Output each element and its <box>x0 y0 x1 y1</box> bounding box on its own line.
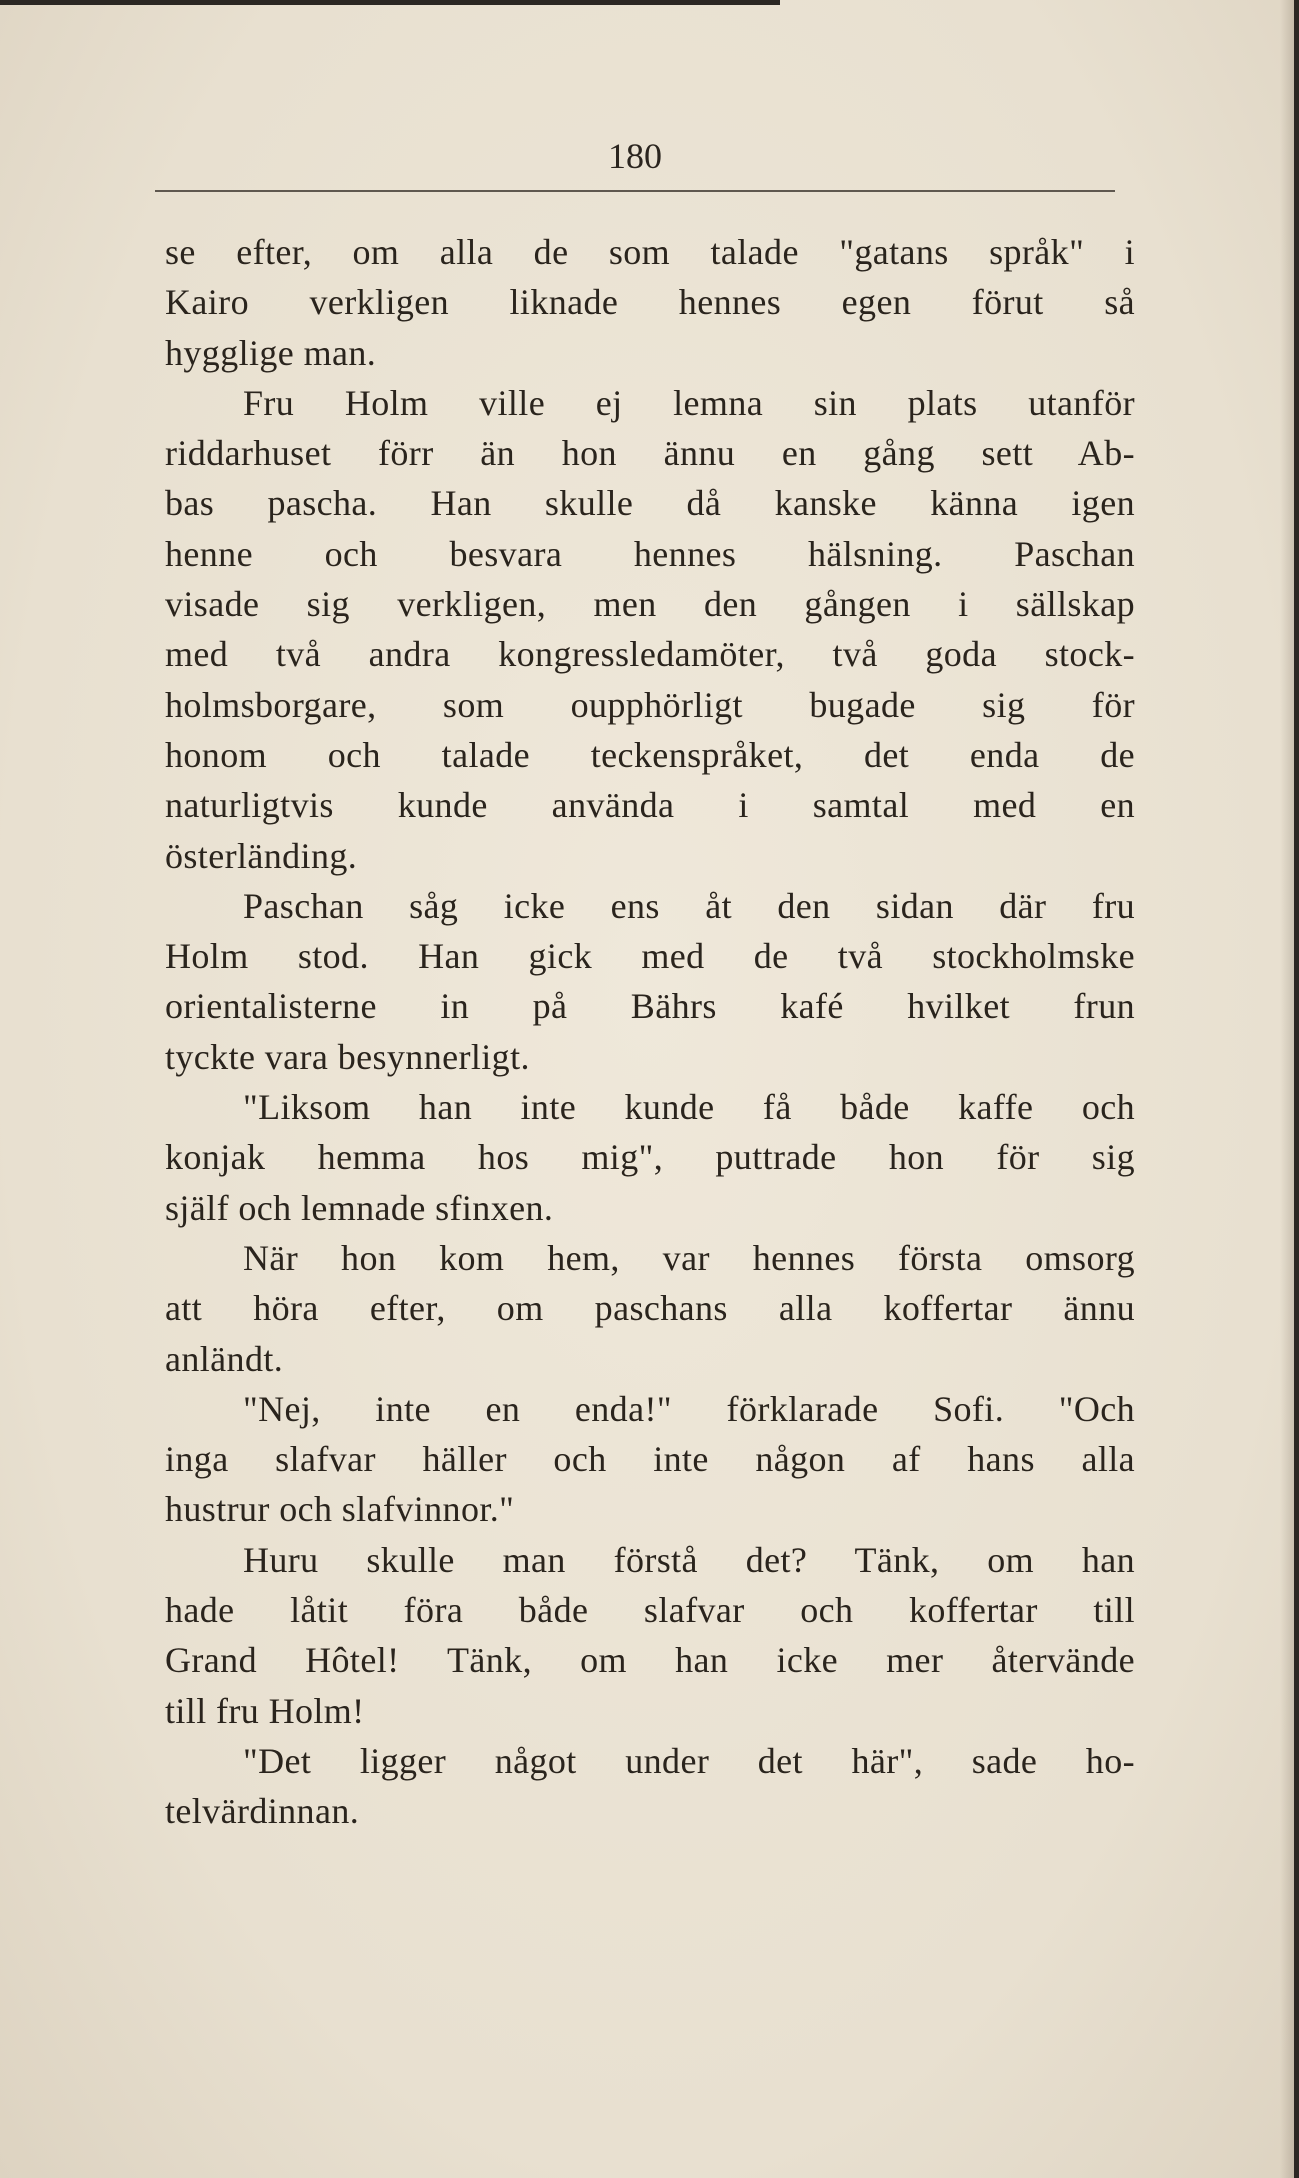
page-number: 180 <box>608 136 662 176</box>
text-line: hade låtit föra både slafvar och koffertar till <box>165 1590 1135 1631</box>
text-line: orientalisterne in på Bährs kafé hvilket frun <box>165 986 1135 1027</box>
text-line: att höra efter, om paschans alla koffertar ännu <box>165 1288 1135 1329</box>
text-line: honom och talade teckenspråket, det enda de <box>165 734 1135 775</box>
text-line: visade sig verkligen, men den gången i sällskap <box>165 584 1135 625</box>
text-line: Kairo verkligen liknade hennes egen förut så <box>165 282 1135 323</box>
text-line: österländing. <box>165 835 358 876</box>
text-line: med två andra kongressledamöter, två goda stock- <box>165 634 1135 675</box>
text-line: själf och lemnade sfinxen. <box>165 1187 554 1228</box>
text-line: se efter, om alla de som talade "gatans språk" i <box>165 232 1135 272</box>
text-line: bas pascha. Han skulle då kanske känna igen <box>165 483 1135 524</box>
text-line: Holm stod. Han gick med de två stockholmske <box>165 936 1135 977</box>
scan-top-border <box>0 0 780 5</box>
page-edge-shadow <box>1280 0 1294 2178</box>
text-line: hygglige man. <box>165 332 377 373</box>
text-line: konjak hemma hos mig", puttrade hon för sig <box>165 1137 1135 1178</box>
text-line: Huru skulle man förstå det? Tänk, om han <box>243 1539 1135 1580</box>
text-line: När hon kom hem, var hennes första omsorg <box>243 1237 1135 1278</box>
text-line: riddarhuset förr än hon ännu en gång sett Ab- <box>165 433 1135 474</box>
text-line: "Liksom han inte kunde få både kaffe och <box>243 1087 1135 1128</box>
text-line: anländt. <box>165 1338 284 1379</box>
text-line: Fru Holm ville ej lemna sin plats utanför <box>243 382 1135 423</box>
text-line: henne och besvara hennes hälsning. Paschan <box>165 533 1135 574</box>
text-line: holmsborgare, som oupphörligt bugade sig för <box>165 684 1135 725</box>
text-line: "Det ligger något under det här", sade ho- <box>243 1740 1135 1781</box>
text-line: naturligtvis kunde använda i samtal med en <box>165 785 1135 826</box>
text-line: Paschan såg icke ens åt den sidan där fru <box>243 885 1135 926</box>
text-line: Grand Hôtel! Tänk, om han icke mer återvände <box>165 1640 1135 1681</box>
header-rule <box>155 190 1115 192</box>
text-line: tyckte vara besynnerligt. <box>165 1036 530 1077</box>
scan-right-border <box>1294 0 1299 2178</box>
text-line: hustrur och slafvinnor." <box>165 1489 515 1530</box>
text-line: "Nej, inte en enda!" förklarade Sofi. "Och <box>243 1388 1135 1429</box>
text-line: till fru Holm! <box>165 1690 365 1731</box>
text-line: telvärdinnan. <box>165 1791 360 1832</box>
body-text <box>165 227 1135 1837</box>
text-line: inga slafvar häller och inte någon af hans alla <box>165 1439 1135 1480</box>
